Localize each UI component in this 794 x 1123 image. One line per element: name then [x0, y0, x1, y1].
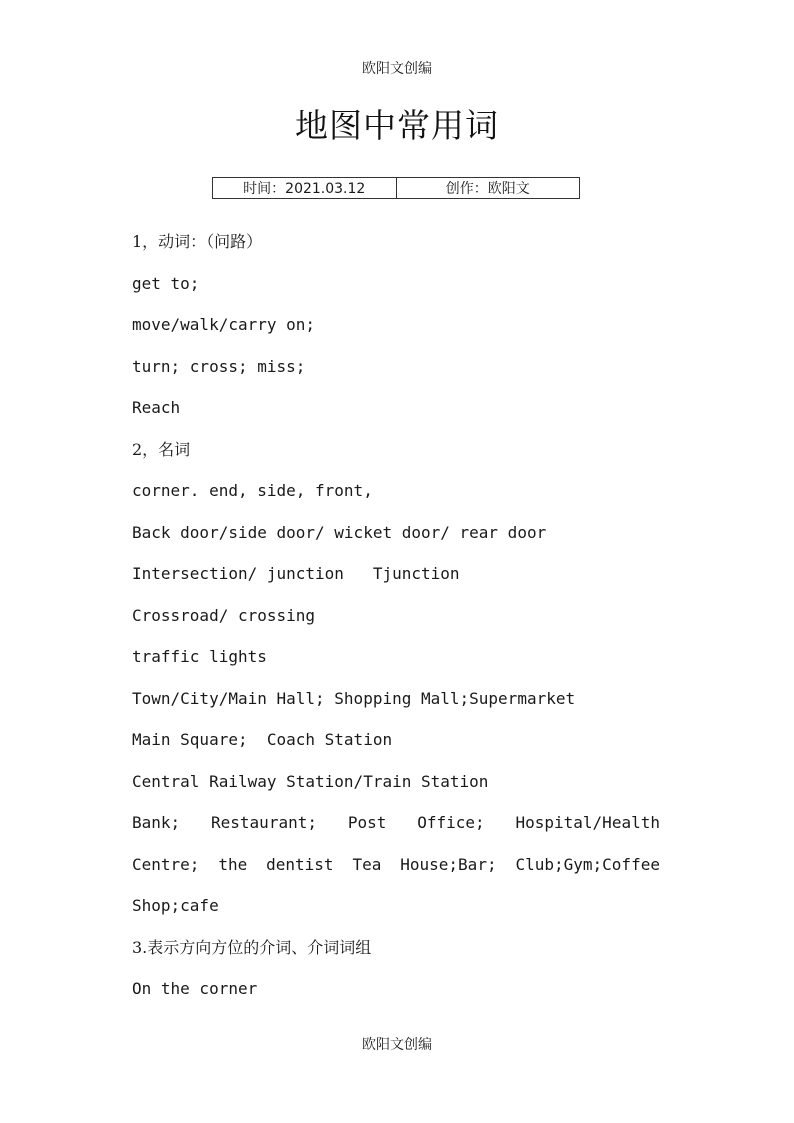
text-line: traffic lights: [132, 647, 267, 666]
page-header: 欧阳文创编: [362, 61, 432, 77]
body-text: [132, 228, 672, 1017]
meta-author: 创作：欧阳文: [396, 178, 580, 198]
word: Hospital/Health: [515, 813, 660, 832]
text-line: Crossroad/ crossing: [132, 605, 316, 625]
text-line: Town/City/Main Hall; Shopping Mall;Supermarket: [132, 688, 576, 708]
word: House;Bar;: [400, 854, 497, 874]
word: Bank;: [132, 813, 181, 832]
word: Centre;: [132, 854, 200, 874]
text-line: Intersection/ junction Tjunction: [132, 564, 460, 583]
word: dentist: [266, 854, 334, 874]
page-footer: 欧阳文创编: [362, 1037, 432, 1053]
text-line: move/walk/carry on;: [132, 315, 316, 334]
section-heading-nouns: 2，名词: [132, 439, 191, 459]
meta-time: 时间：2021.03.12: [243, 181, 366, 197]
text-line: Main Square; Coach Station: [132, 730, 393, 749]
word: Club;Gym;Coffee: [515, 854, 660, 874]
word: Restaurant;: [211, 813, 317, 832]
text-line: Back door/side door/ wicket door/ rear door: [132, 522, 547, 542]
word: the: [218, 854, 248, 874]
section-heading-prepositions: 3.表示方向方位的介词、介词词组: [132, 937, 372, 957]
meta-table: [212, 177, 580, 199]
word: Post: [347, 813, 387, 832]
section-heading-verbs: 1，动词：（问路）: [132, 232, 263, 251]
document-title: 地图中常用词: [295, 106, 499, 145]
text-line: Reach: [132, 398, 181, 417]
text-line: turn; cross; miss;: [132, 356, 306, 376]
text-line-justified: [132, 809, 660, 851]
text-line-justified: [132, 851, 660, 893]
word: Tea: [352, 854, 382, 874]
text-line: Shop;cafe: [132, 896, 219, 915]
text-line: On the corner: [132, 979, 258, 998]
text-line: corner. end, side, front,: [132, 481, 373, 500]
text-line: get to;: [132, 273, 200, 293]
text-line: Central Railway Station/Train Station: [132, 771, 489, 791]
word: Office;: [417, 813, 485, 832]
